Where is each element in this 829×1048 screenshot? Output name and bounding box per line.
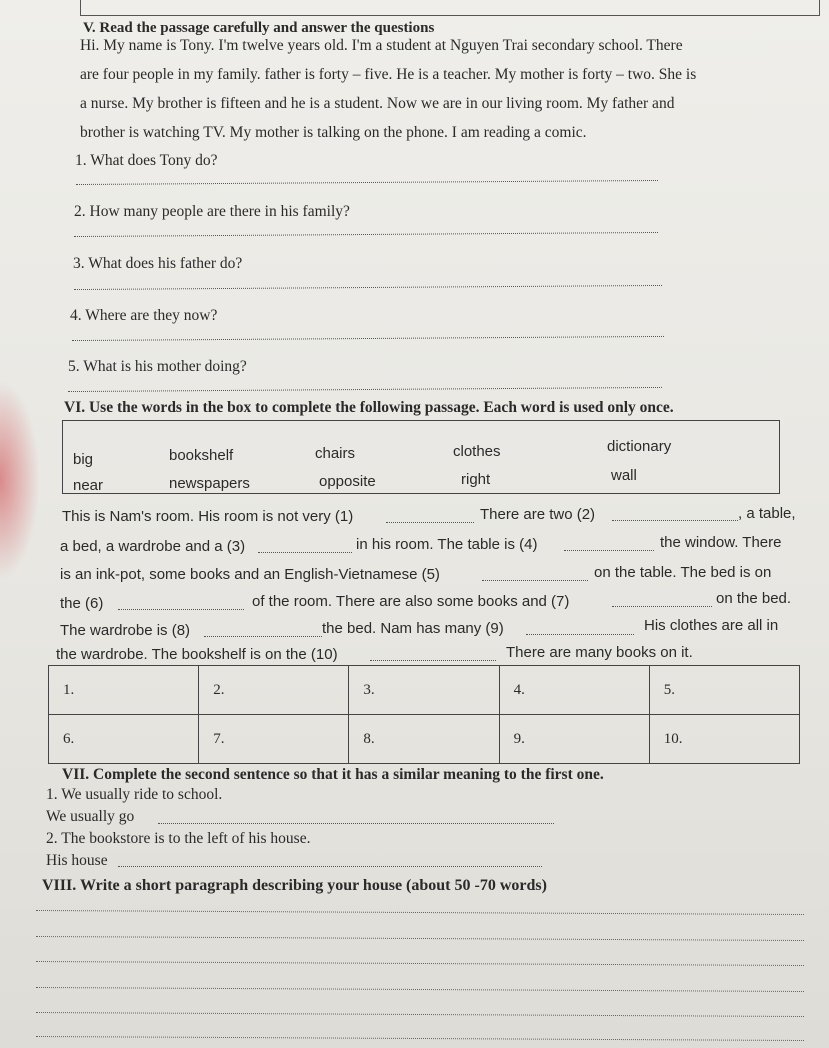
blank-2[interactable] (612, 520, 738, 521)
blank-1[interactable] (386, 522, 474, 523)
question-5: 5. What is his mother doing? (68, 358, 247, 375)
answer-cell-8[interactable]: 8. (349, 715, 499, 764)
s6-line2-part3: the window. There (660, 534, 782, 551)
blank-4[interactable] (564, 550, 654, 551)
answer-line-q3[interactable] (74, 285, 662, 290)
section7-heading: VII. Complete the second sentence so that it has a similar meaning to the first one. (62, 766, 604, 783)
word-bookshelf: bookshelf (169, 447, 234, 464)
blank-6[interactable] (118, 609, 244, 610)
section6-heading: VI. Use the words in the box to complete the following passage. Each word is used only once. (64, 399, 674, 416)
blank-9[interactable] (526, 634, 634, 635)
s6-line6-part1: the wardrobe. The bookshelf is on the (10) (56, 646, 338, 663)
writing-line-1[interactable] (36, 910, 804, 915)
blank-8[interactable] (204, 636, 322, 637)
s7-item1-prompt: 1. We usually ride to school. (46, 786, 223, 803)
s6-line2-part1: a bed, a wardrobe and a (3) (60, 538, 246, 555)
s7-item2-answer-line[interactable] (118, 866, 542, 867)
s6-line5-part3: His clothes are all in (644, 617, 779, 634)
blank-10[interactable] (370, 660, 496, 661)
blank-5[interactable] (482, 580, 588, 581)
s6-line6-part2: There are many books on it. (506, 644, 693, 661)
answer-cell-2[interactable]: 2. (199, 666, 349, 715)
writing-line-4[interactable] (36, 987, 804, 992)
writing-line-3[interactable] (36, 961, 804, 966)
answer-cell-4[interactable]: 4. (499, 666, 649, 715)
s6-line3-part1: is an ink-pot, some books and an English-Vietnamese (5) (60, 566, 440, 583)
answer-cell-5[interactable]: 5. (649, 666, 799, 715)
s6-line5-part1: The wardrobe is (8) (60, 622, 191, 639)
answer-line-q2[interactable] (74, 232, 658, 237)
question-4: 4. Where are they now? (70, 307, 218, 324)
s6-line1-part2: There are two (2) (480, 506, 596, 523)
answer-cell-6[interactable]: 6. (49, 715, 199, 764)
answer-cell-3[interactable]: 3. (349, 666, 499, 715)
word-big: big (73, 451, 94, 468)
blank-7[interactable] (612, 606, 712, 607)
page-edge-shadow (0, 380, 40, 580)
s7-item1-start: We usually go (46, 808, 135, 825)
answer-line-q4[interactable] (72, 336, 664, 341)
answer-table (48, 665, 800, 764)
s6-line4-part2: of the room. There are also some books and (7) (252, 593, 570, 610)
section5-passage-line-3: a nurse. My brother is fifteen and he is a student. Now we are in our living room. My father and (80, 95, 675, 112)
word-near: near (73, 477, 104, 494)
word-right: right (461, 471, 491, 488)
word-wall: wall (611, 467, 637, 484)
s6-line1-part1: This is Nam's room. His room is not very (1) (62, 508, 354, 525)
section5-passage-line-2: are four people in my family. father is forty – five. He is a teacher. My mother is forty – two. She is (80, 66, 697, 83)
s6-line4-part3: on the bed. (716, 590, 792, 607)
question-1: 1. What does Tony do? (75, 152, 218, 169)
section5-passage-line-1: Hi. My name is Tony. I'm twelve years old. I'm a student at Nguyen Trai secondary school. There (80, 37, 683, 54)
answer-cell-10[interactable]: 10. (649, 715, 799, 764)
writing-line-6[interactable] (36, 1036, 804, 1041)
section8-heading: VIII. Write a short paragraph describing your house (about 50 -70 words) (42, 877, 547, 894)
writing-line-5[interactable] (36, 1012, 804, 1017)
s7-item2-prompt: 2. The bookstore is to the left of his house. (46, 830, 311, 847)
answer-cell-1[interactable]: 1. (49, 666, 199, 715)
s6-line3-part2: on the table. The bed is on (594, 564, 772, 581)
answer-line-q1[interactable] (76, 180, 658, 185)
answer-line-q5[interactable] (68, 387, 662, 392)
s6-line2-part2: in his room. The table is (4) (356, 536, 538, 553)
word-chairs: chairs (315, 445, 356, 462)
question-3: 3. What does his father do? (73, 255, 243, 272)
previous-section-box (80, 0, 820, 16)
word-box (62, 420, 780, 494)
s7-item1-answer-line[interactable] (158, 823, 554, 824)
word-clothes: clothes (453, 443, 501, 460)
s7-item2-start: His house (46, 852, 108, 869)
word-dictionary: dictionary (607, 438, 672, 455)
writing-line-2[interactable] (36, 936, 804, 941)
section5-heading: V. Read the passage carefully and answer the questions (83, 20, 435, 36)
s6-line1-part3: , a table, (738, 505, 796, 522)
s6-line5-part2: the bed. Nam has many (9) (322, 620, 504, 637)
word-opposite: opposite (319, 473, 376, 490)
s6-line4-part1: the (6) (60, 595, 104, 612)
word-newspapers: newspapers (169, 475, 250, 492)
answer-cell-9[interactable]: 9. (499, 715, 649, 764)
blank-3[interactable] (258, 552, 352, 553)
question-2: 2. How many people are there in his family? (74, 203, 350, 220)
section5-passage-line-4: brother is watching TV. My mother is talking on the phone. I am reading a comic. (80, 124, 587, 141)
answer-cell-7[interactable]: 7. (199, 715, 349, 764)
